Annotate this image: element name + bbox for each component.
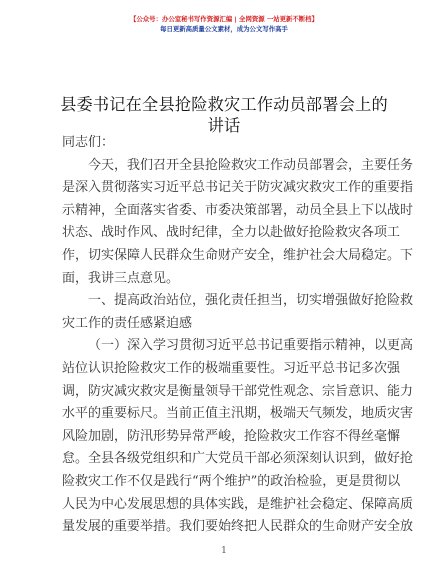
document-title-line-2: 讲话 [207, 116, 241, 135]
document-title-line-1: 县委书记在全县抢险救灾工作动员部署会上的 [60, 95, 388, 114]
section-heading-line: 一、提高政治站位，强化责任担当，切实增强做好抢险救 [88, 293, 414, 309]
document-body [62, 132, 414, 539]
paragraph-line: 水平的重要标尺。当前正值主汛期，极端天气频发，地质灾害 [62, 406, 414, 422]
paragraph-line: 作，切实保障人民群众生命财产安全，维护社会大局稳定。下 [62, 247, 414, 263]
paragraph-line: 站位认识抢险救灾工作的极端重要性。习近平总书记多次强 [62, 360, 401, 376]
paragraph-line: 面，我讲三点意见。 [62, 270, 180, 286]
promo-banner-line-1: 【公众号：办公室秘书写作资源汇编 | 全网资源 一站更新不断档】 [130, 15, 318, 23]
paragraph-line: 调，防灾减灾救灾是衡量领导干部党性观念、宗旨意识、能力 [62, 383, 414, 399]
paragraph-line: 怠。全县各级党组织和广大党员干部必须深刻认识到，做好抢 [62, 451, 414, 467]
section-heading-line: 灾工作的责任感紧迫感 [62, 315, 193, 331]
paragraph-line: 风险加剧，防汛形势异常严峻，抢险救灾工作容不得丝毫懈 [62, 428, 401, 444]
paragraph-line: 量发展的重要举措。我们要始终把人民群众的生命财产安全放 [62, 519, 414, 535]
promo-banner [0, 14, 448, 34]
paragraph-line: 今天，我们召开全县抢险救灾工作动员部署会，主要任务 [88, 157, 414, 173]
page-number: 1 [221, 546, 227, 556]
paragraph-line: （一）深入学习贯彻习近平总书记重要指示精神，以更高 [88, 338, 414, 354]
paragraph-line: 是深入贯彻落实习近平总书记关于防灾减灾救灾工作的重要指 [62, 180, 414, 196]
paragraph-line: 险救灾工作不仅是践行“两个维护”的政治检验，更是贯彻以 [62, 473, 401, 489]
salutation-line: 同志们： [62, 135, 115, 150]
promo-banner-line-2: 每日更新高质量公文素材，成为公文写作高手 [160, 25, 288, 33]
paragraph-line: 状态、战时作风、战时纪律，全力以赴做好抢险救灾各项工 [62, 225, 401, 241]
paragraph-line: 人民为中心发展思想的具体实践，是维护社会稳定、保障高质 [62, 496, 414, 512]
paragraph-line: 示精神，全面落实省委、市委决策部署，动员全县上下以战时 [62, 202, 414, 218]
document-title [60, 94, 388, 136]
